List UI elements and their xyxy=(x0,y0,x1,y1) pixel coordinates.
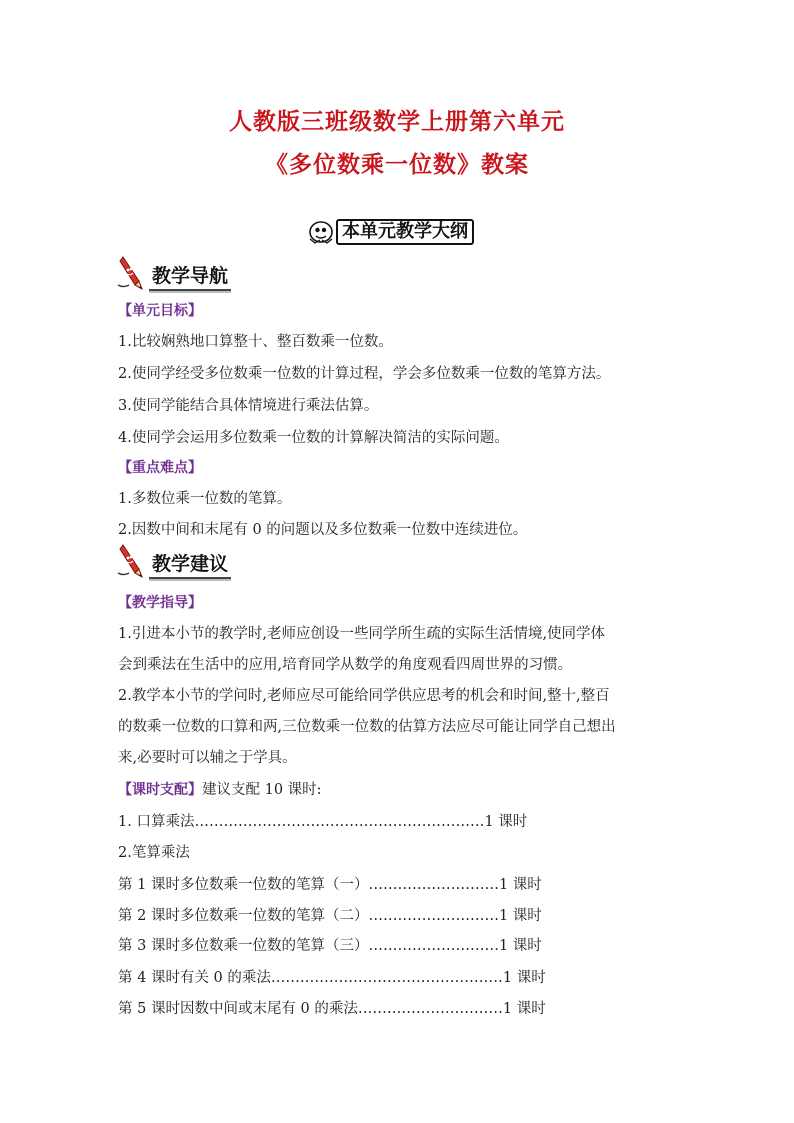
schedule-item: 第 2 课时多位数乘一位数的笔算（二）………………………1 课时 xyxy=(118,908,542,924)
section-title-nav: 教学导航 xyxy=(149,264,231,291)
goals-label: 【单元目标】 xyxy=(118,303,202,319)
schedule-label: 【课时支配】 xyxy=(118,782,202,798)
goal-item: 3.使同学能结合具体情境进行乘法估算。 xyxy=(118,398,379,414)
reading-figure-icon xyxy=(308,219,334,245)
goal-item: 4.使同学会运用多位数乘一位数的计算解决简洁的实际问题。 xyxy=(118,430,509,446)
schedule-item: 1. 口算乘法……………………………………………………1 课时 xyxy=(118,814,528,830)
guidance-line: 来,必要时可以辅之于学具。 xyxy=(118,750,297,766)
section-heading-nav xyxy=(117,255,231,291)
unit-outline-label: 本单元教学大纲 xyxy=(336,219,474,245)
guidance-label: 【教学指导】 xyxy=(118,595,202,611)
unit-outline-badge xyxy=(308,218,474,246)
schedule-note: 建议支配 10 课时: xyxy=(202,782,322,798)
key-points-label: 【重点难点】 xyxy=(118,460,202,476)
schedule-item: 第 3 课时多位数乘一位数的笔算（三）………………………1 课时 xyxy=(118,938,542,954)
guidance-line: 2.教学本小节的学问时,老师应尽可能给同学供应思考的机会和时间,整十,整百 xyxy=(118,688,610,704)
schedule-item: 2.笔算乘法 xyxy=(118,845,190,861)
guidance-line: 的数乘一位数的口算和两,三位数乘一位数的估算方法应尽可能让同学自己想出 xyxy=(118,719,616,735)
goal-item: 1.比较娴熟地口算整十、整百数乘一位数。 xyxy=(118,334,393,350)
schedule-header xyxy=(118,778,322,799)
pencil-icon xyxy=(117,543,147,579)
goal-item: 2.使同学经受多位数乘一位数的计算过程，学会多位数乘一位数的笔算方法。 xyxy=(118,366,611,382)
document-title-line1: 人教版三班级数学上册第六单元 xyxy=(229,109,565,135)
schedule-item: 第 4 课时有关 0 的乘法…………………………………………1 课时 xyxy=(118,970,546,986)
document-title-line2: 《多位数乘一位数》教案 xyxy=(265,152,529,178)
section-heading-advice xyxy=(117,543,231,579)
schedule-item: 第 5 课时因数中间或末尾有 0 的乘法…………………………1 课时 xyxy=(118,1001,546,1017)
guidance-line: 1.引进本小节的教学时,老师应创设一些同学所生疏的实际生活情境,使同学体 xyxy=(118,626,606,642)
guidance-line: 会到乘法在生活中的应用,培育同学从数学的角度观看四周世界的习惯。 xyxy=(118,657,573,673)
schedule-item: 第 1 课时多位数乘一位数的笔算（一）………………………1 课时 xyxy=(118,877,542,893)
key-point-item: 1.多数位乘一位数的笔算。 xyxy=(118,491,292,507)
section-title-advice: 教学建议 xyxy=(149,552,231,579)
key-point-item: 2.因数中间和末尾有 0 的问题以及多位数乘一位数中连续进位。 xyxy=(118,522,528,538)
pencil-icon xyxy=(117,255,147,291)
